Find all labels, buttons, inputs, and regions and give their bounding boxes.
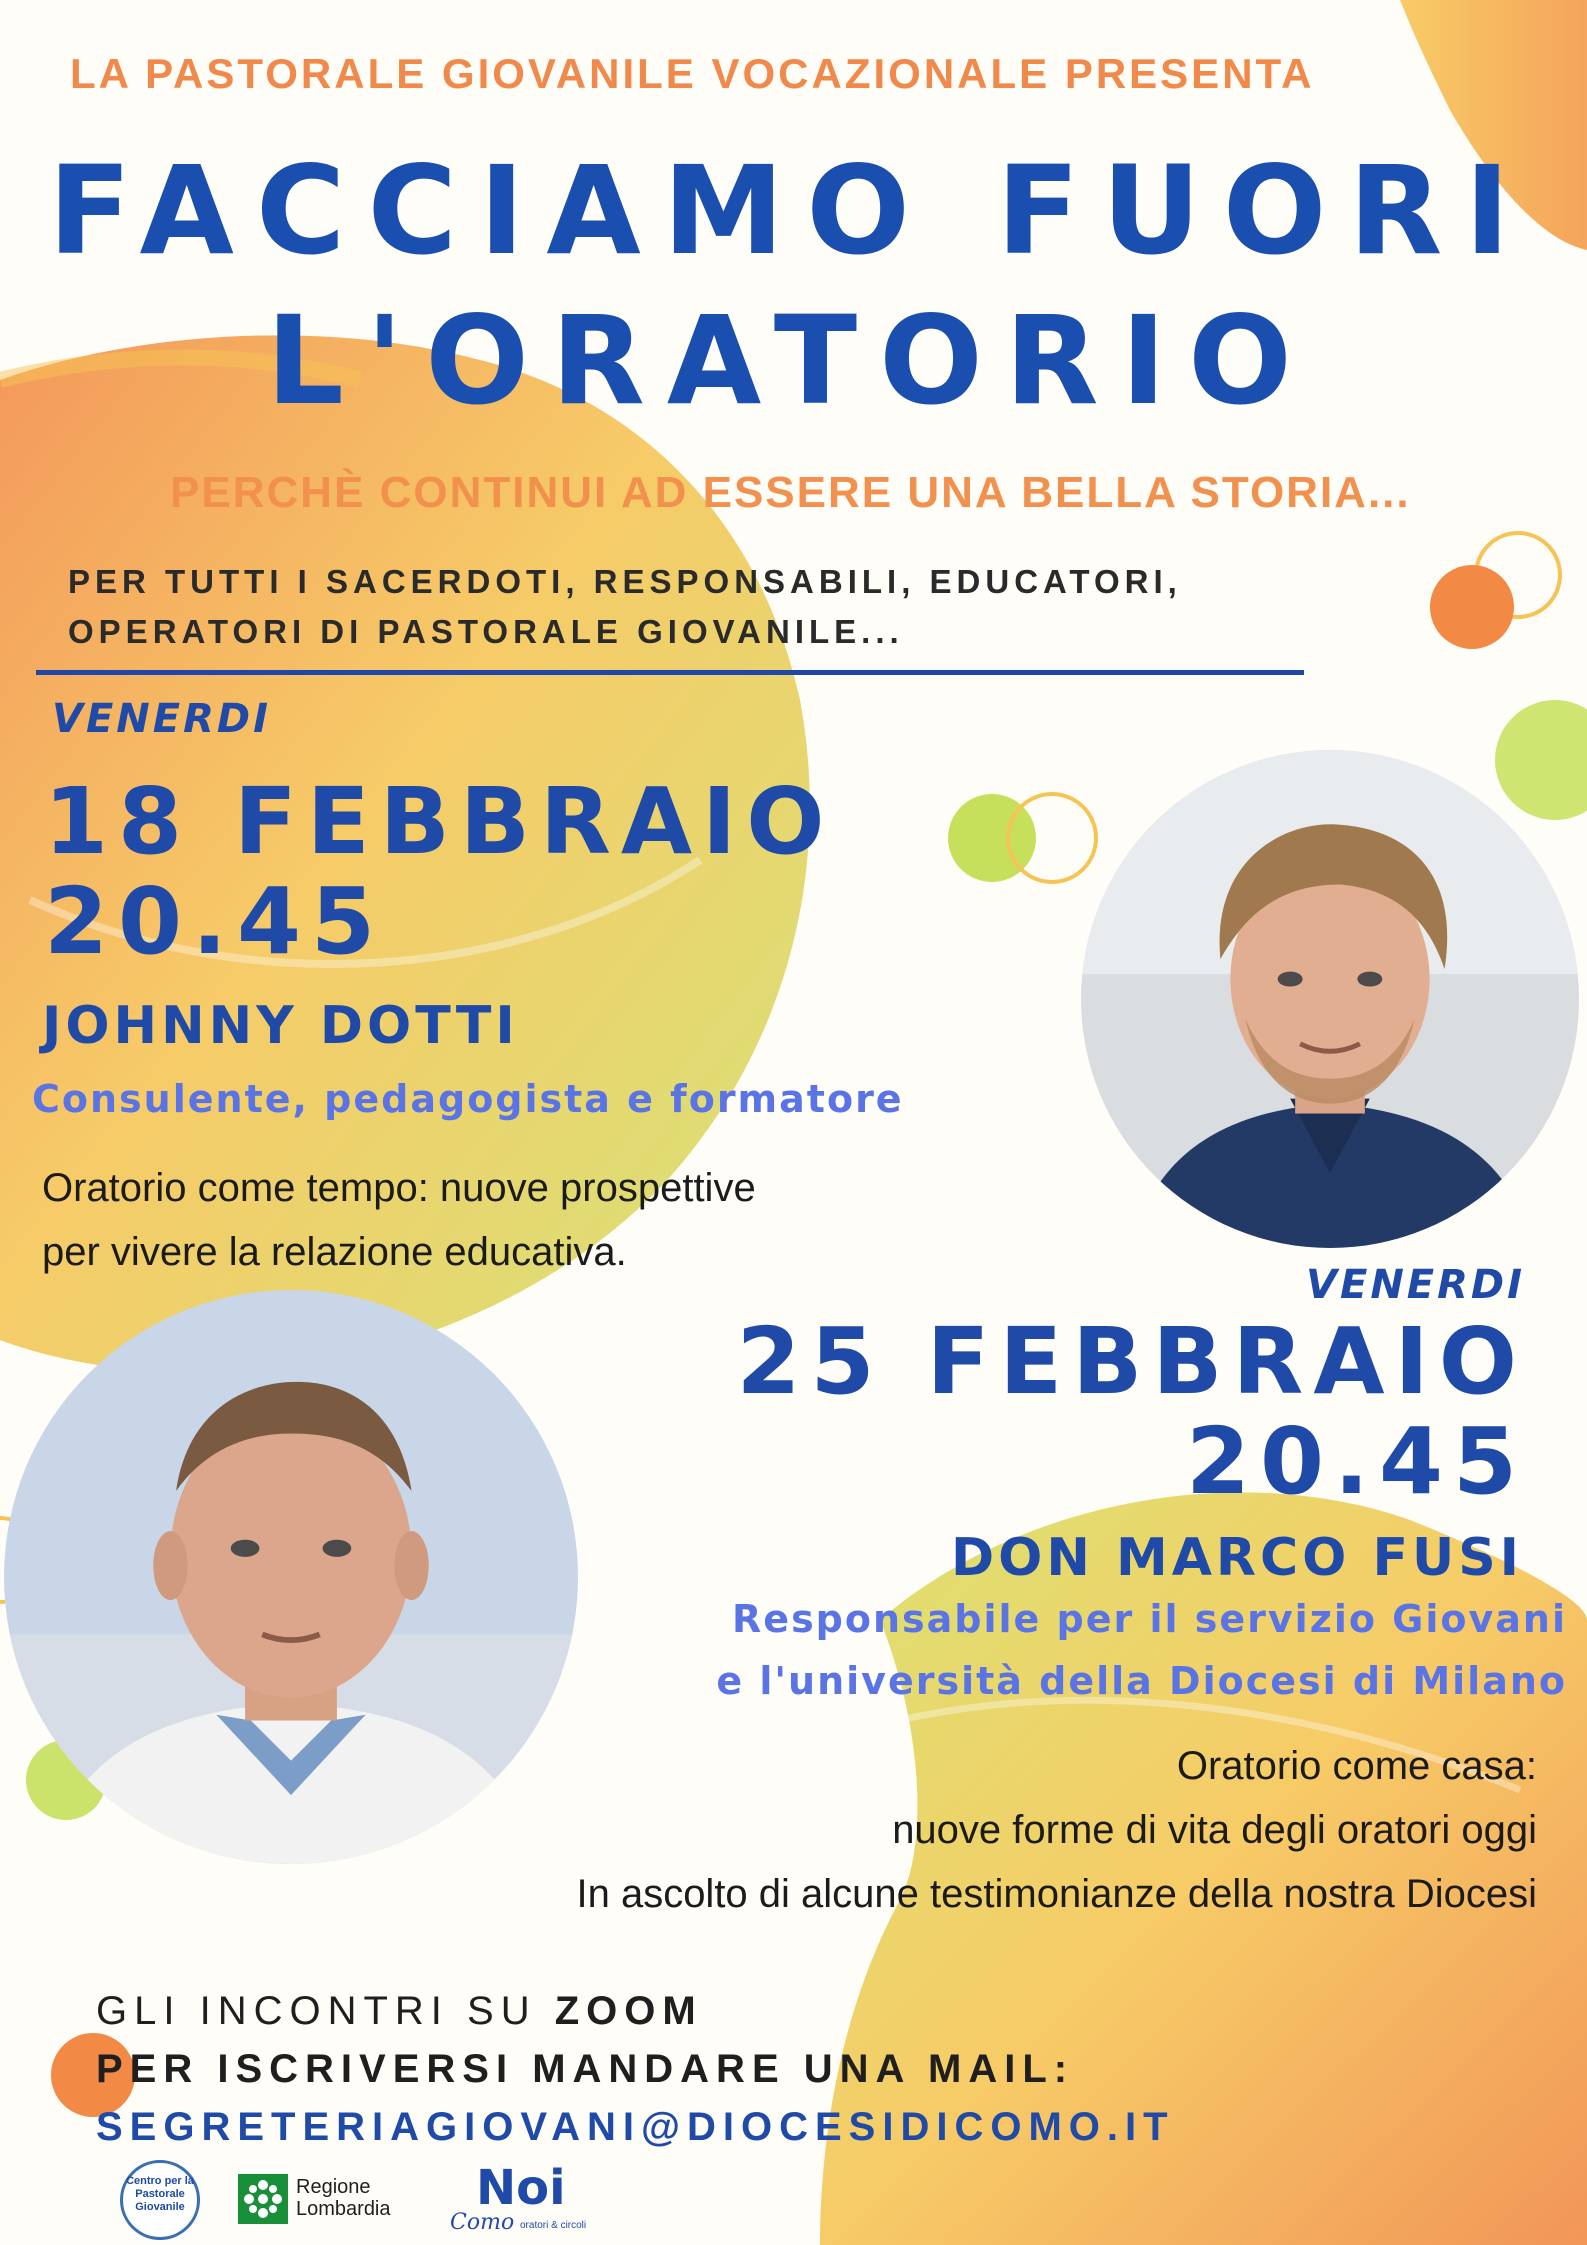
zoom-prefix: GLI INCONTRI SU xyxy=(96,1989,555,2033)
pg-logo-line1: Centro per la xyxy=(126,2175,194,2187)
pg-logo-line3: Giovanile xyxy=(135,2201,185,2213)
event1-topic xyxy=(42,1156,756,1284)
event1-day: VENERDI xyxy=(52,696,271,742)
event1-topic-line1: Oratorio come tempo: nuove prospettive xyxy=(42,1166,756,1210)
event2-role-line1: Responsabile per il servizio Giovani xyxy=(732,1597,1567,1641)
event2-role-line2: e l'università della Diocesi di Milano xyxy=(716,1659,1567,1703)
noi-como-logo xyxy=(450,2160,610,2240)
pastorale-giovanile-logo xyxy=(120,2160,200,2240)
signup-text: PER ISCRIVERSI MANDARE UNA MAIL: xyxy=(96,2047,1075,2091)
footer-info xyxy=(96,1982,1536,2156)
pg-logo-line2: Pastorale xyxy=(135,2188,185,2200)
event1-time: 20.45 xyxy=(44,868,386,975)
noi-logo-como: Como xyxy=(450,2210,515,2235)
portrait-johnny-dotti xyxy=(1081,750,1579,1248)
presenter-line: LA PASTORALE GIOVANILE VOCAZIONALE PRESENTA xyxy=(70,50,1315,97)
rl-line2: Lombardia xyxy=(296,2198,391,2220)
main-title-line2: L'ORATORIO xyxy=(266,290,1314,432)
event1-topic-line2: per vivere la relazione educativa. xyxy=(42,1230,627,1274)
portrait-don-marco-fusi xyxy=(4,1290,578,1864)
zoom-word: ZOOM xyxy=(554,1989,703,2033)
email-link[interactable]: SEGRETERIAGIOVANI@DIOCESIDICOMO.IT xyxy=(96,2105,1175,2149)
sponsor-logos xyxy=(120,2160,640,2240)
event1-date: 18 FEBBRAIO xyxy=(44,768,835,875)
main-title-line1: FACCIAMO FUORI xyxy=(48,140,1532,282)
audience-line1: PER TUTTI I SACERDOTI, RESPONSABILI, EDUCATORI, xyxy=(68,563,1182,600)
event2-time: 20.45 xyxy=(1185,1408,1527,1515)
portrait-don-marco-fusi-icon xyxy=(4,1290,578,1864)
noi-logo-word: Noi xyxy=(476,2160,566,2216)
event1-datetime xyxy=(44,768,835,975)
event1-speaker: JOHNNY DOTTI xyxy=(42,996,519,1056)
event2-topic-line2: nuove forme di vita degli oratori oggi xyxy=(892,1808,1537,1852)
portrait-johnny-dotti-icon xyxy=(1081,750,1579,1248)
audience-line2: OPERATORI DI PASTORALE GIOVANILE... xyxy=(68,613,904,650)
event2-role xyxy=(716,1588,1567,1712)
regione-lombardia-text xyxy=(296,2176,391,2220)
signup-line xyxy=(96,2040,1536,2098)
lombardy-rose-icon xyxy=(238,2174,288,2224)
event2-topic-line3: In ascolto di alcune testimonianze della nostra Diocesi xyxy=(576,1872,1537,1916)
event2-speaker: DON MARCO FUSI xyxy=(950,1528,1523,1588)
event1-role: Consulente, pedagogista e formatore xyxy=(32,1077,904,1121)
divider xyxy=(36,670,1304,675)
event2-topic-line1: Oratorio come casa: xyxy=(1176,1744,1537,1788)
rl-line1: Regione xyxy=(296,2176,371,2198)
subtitle: PERCHÈ CONTINUI AD ESSERE UNA BELLA STORIA... xyxy=(170,468,1411,517)
zoom-line xyxy=(96,1982,1536,2040)
event2-day: VENERDI xyxy=(1306,1262,1525,1308)
audience xyxy=(68,557,1448,657)
event2-datetime xyxy=(736,1308,1527,1515)
noi-logo-sub: oratori & circoli xyxy=(520,2220,587,2231)
event2-topic xyxy=(576,1734,1537,1926)
event2-date: 25 FEBBRAIO xyxy=(736,1308,1527,1415)
